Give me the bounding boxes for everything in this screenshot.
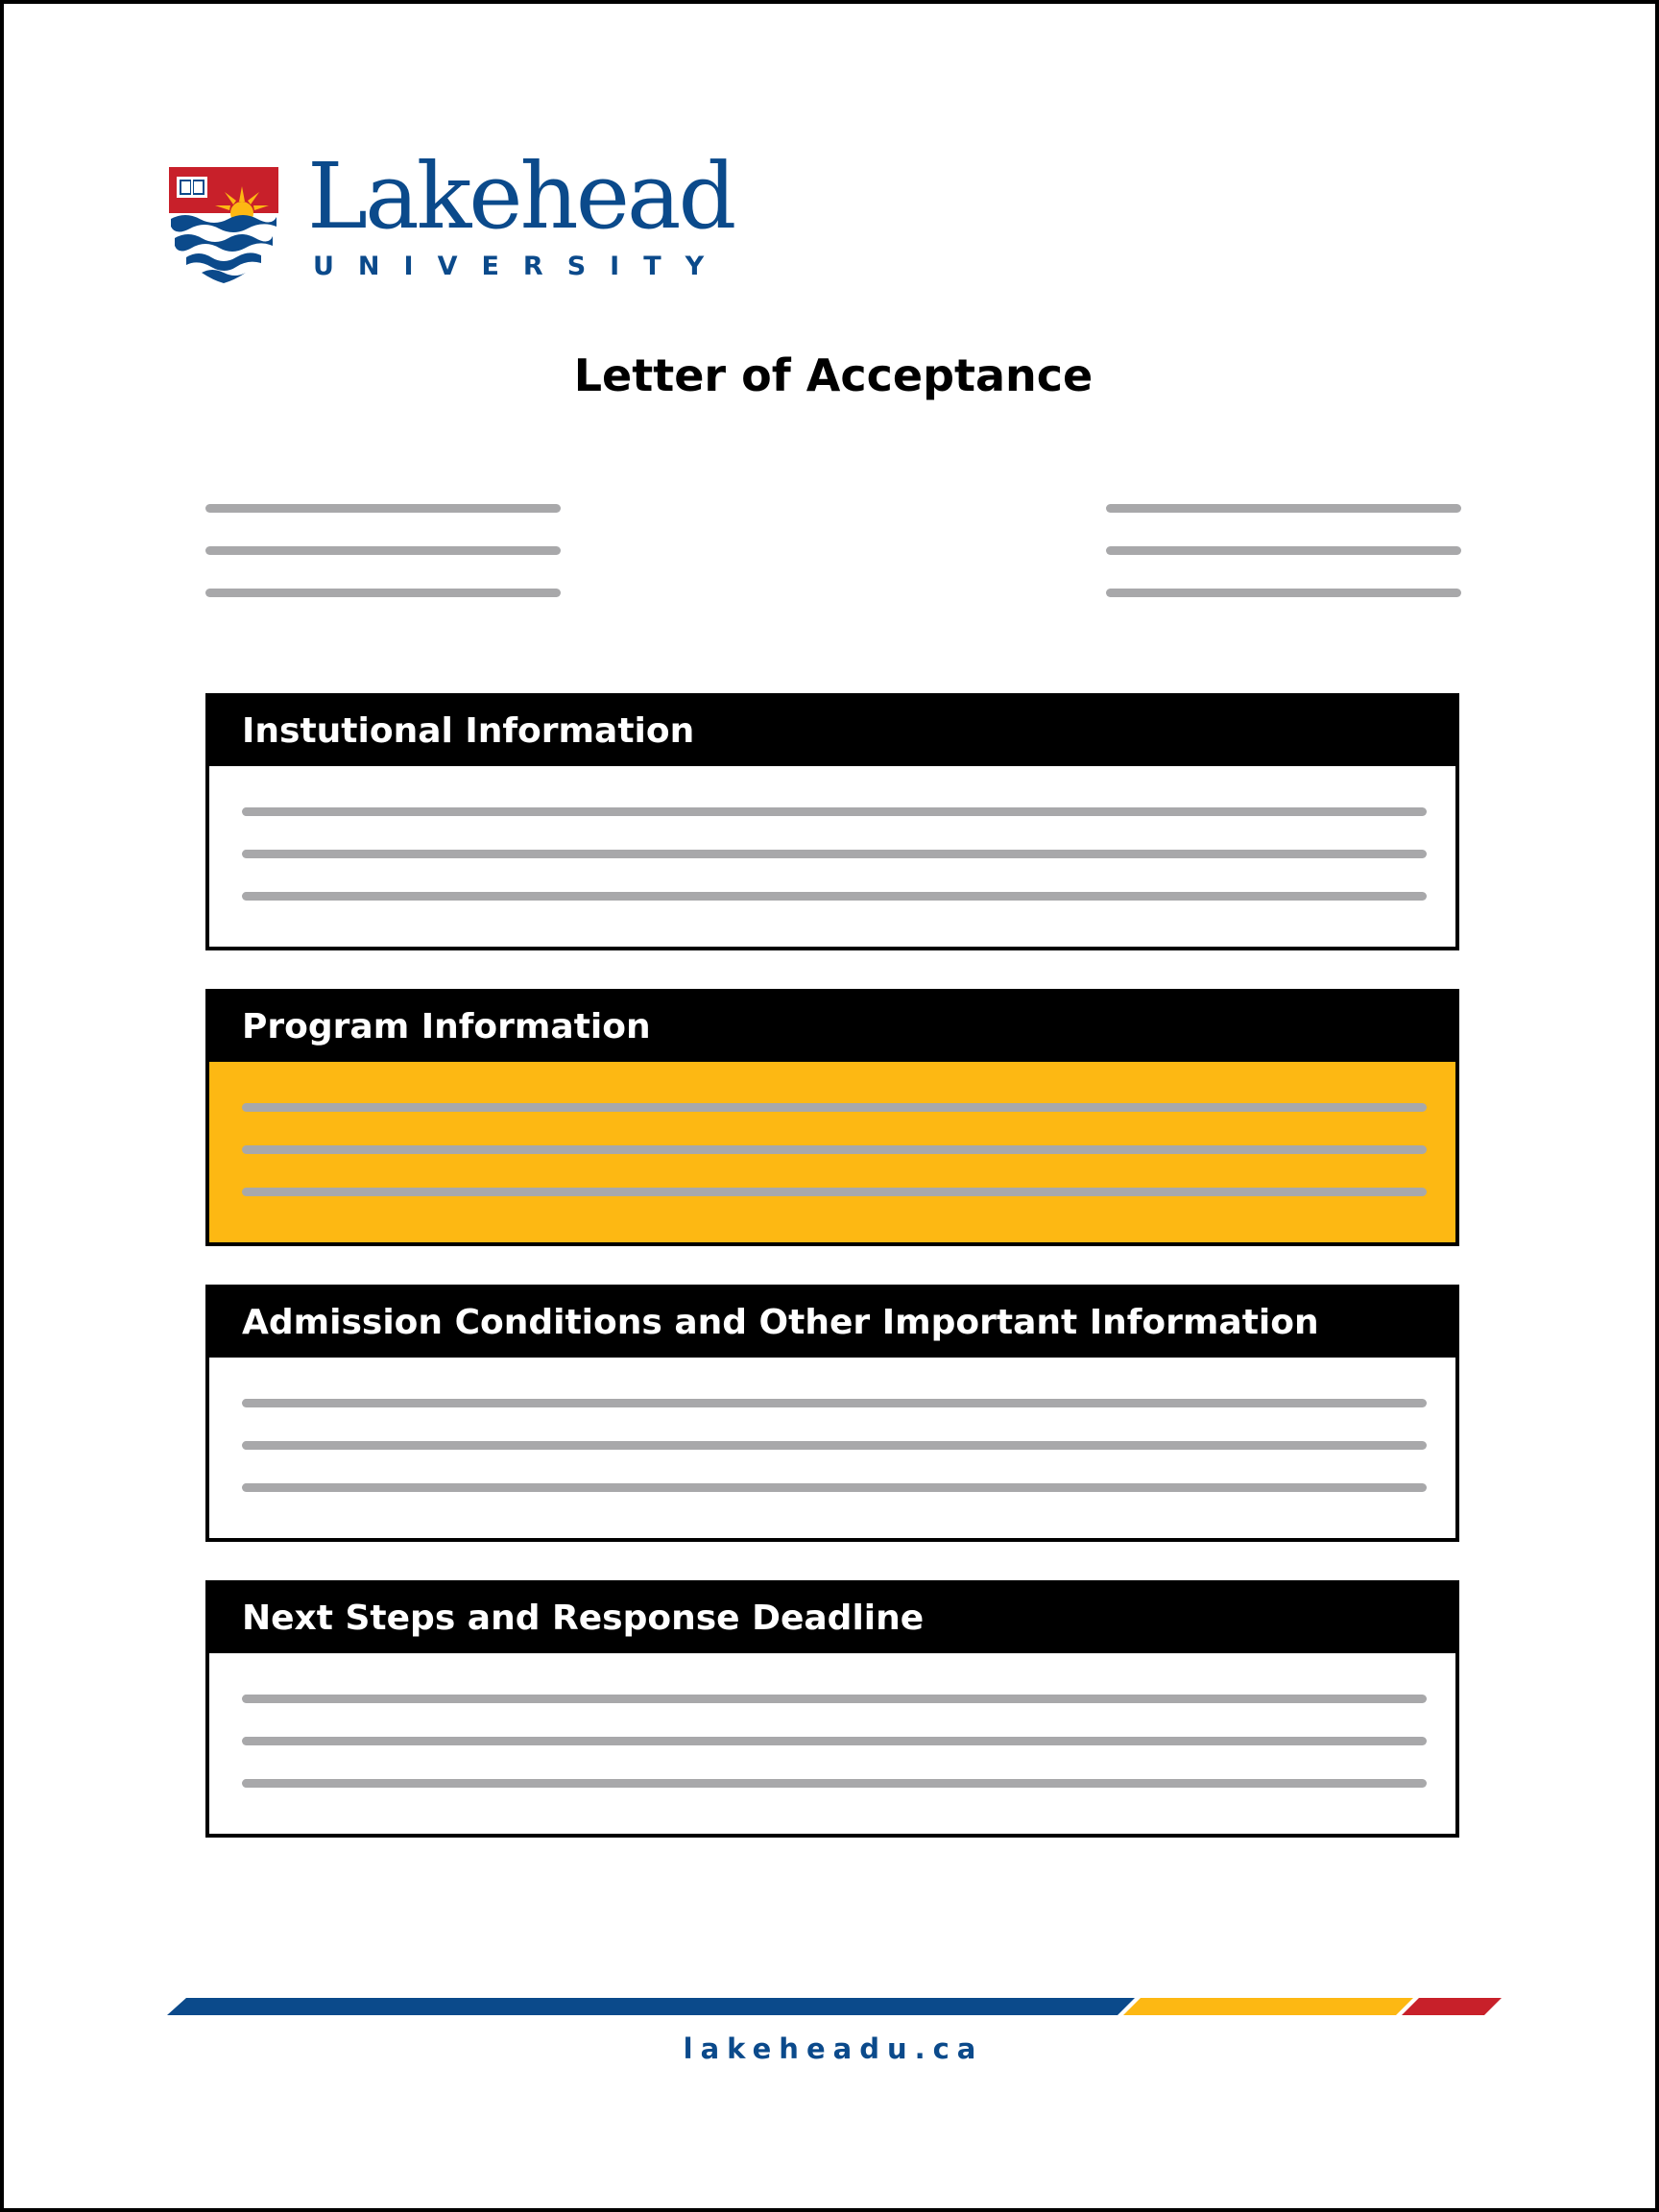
placeholder-line bbox=[205, 504, 561, 513]
placeholder-line bbox=[205, 546, 561, 555]
placeholder-line bbox=[1106, 504, 1461, 513]
university-wordmark: Lakehead bbox=[307, 144, 734, 250]
section-admission-conditions bbox=[205, 1285, 1459, 1542]
page-title: Letter of Acceptance bbox=[573, 349, 1094, 401]
placeholder-line bbox=[242, 1188, 1427, 1196]
placeholder-line bbox=[242, 1441, 1427, 1450]
footer-color-stripe bbox=[167, 1998, 1502, 2015]
placeholder-line bbox=[1106, 589, 1461, 597]
placeholder-line bbox=[242, 1399, 1427, 1407]
section-program-information bbox=[205, 989, 1459, 1246]
placeholder-line bbox=[242, 1103, 1427, 1112]
section-heading: Next Steps and Response Deadline bbox=[209, 1584, 1455, 1653]
placeholder-line bbox=[1106, 546, 1461, 555]
section-heading: Admission Conditions and Other Important Information bbox=[209, 1288, 1455, 1358]
placeholder-line bbox=[205, 589, 561, 597]
placeholder-line bbox=[242, 1145, 1427, 1154]
placeholder-line bbox=[242, 892, 1427, 901]
placeholder-line bbox=[242, 1779, 1427, 1788]
section-institutional-information bbox=[205, 693, 1459, 950]
placeholder-line bbox=[242, 1737, 1427, 1745]
lakehead-shield-icon bbox=[167, 165, 280, 285]
recipient-address-placeholder bbox=[205, 504, 561, 631]
section-body-highlighted bbox=[209, 1062, 1455, 1242]
university-subtitle: UNIVERSITY bbox=[313, 252, 729, 281]
footer-website-link[interactable]: lakeheadu.ca bbox=[683, 2032, 984, 2065]
section-heading: Instutional Information bbox=[209, 697, 1455, 766]
section-body bbox=[209, 1358, 1455, 1492]
section-next-steps bbox=[205, 1580, 1459, 1838]
placeholder-line bbox=[242, 807, 1427, 816]
section-body bbox=[209, 766, 1455, 901]
section-heading: Program Information bbox=[209, 993, 1455, 1062]
section-body bbox=[209, 1653, 1455, 1788]
university-logo bbox=[167, 144, 734, 290]
placeholder-line bbox=[242, 850, 1427, 858]
placeholder-line bbox=[242, 1695, 1427, 1703]
placeholder-line bbox=[242, 1483, 1427, 1492]
sender-address-placeholder bbox=[1106, 504, 1461, 631]
